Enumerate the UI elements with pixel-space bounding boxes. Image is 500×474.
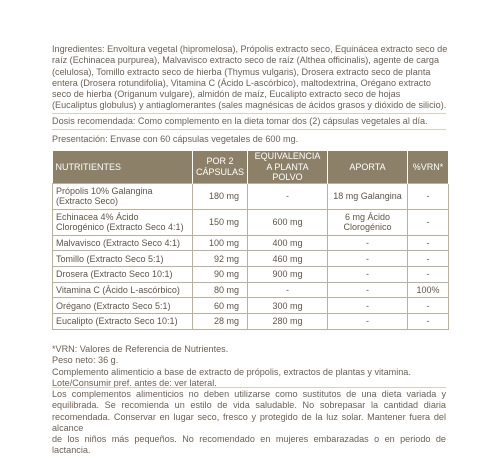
vrn-value: - <box>408 298 449 314</box>
nutrient-name: Drosera (Extracto Seco 10:1) <box>53 266 193 282</box>
warnings-text <box>52 389 446 457</box>
equivalence-value: 400 mg <box>248 235 328 251</box>
warning-line: de los niños más pequeños. No recomendado en mujeres embarazadas o en periodo de lactancia. <box>52 434 446 456</box>
vrn-value: - <box>408 251 449 267</box>
ingredients-line: (celulosa), Tomillo extracto seco de hierba (Thymus vulgaris), Drosera extracto seco de planta <box>52 66 431 77</box>
table-row <box>53 251 449 267</box>
table-row <box>53 266 449 282</box>
nutrition-table <box>52 151 449 330</box>
nutrient-name: Echinacea 4% Ácido Clorogénico (Extracto Seco 4:1) <box>53 209 193 235</box>
dose-value: 150 mg <box>193 209 248 235</box>
table-row <box>53 298 449 314</box>
nutrient-name: Vitamina C (Ácido L-ascórbico) <box>53 282 193 298</box>
dose-value: 92 mg <box>193 251 248 267</box>
equivalence-value: 460 mg <box>248 251 328 267</box>
provides-value: - <box>328 282 408 298</box>
recommended-dose: Dosis recomendada: Como complemento en la dieta tomar dos (2) cápsulas vegetales al día. <box>52 116 428 126</box>
header-vrn: %VRN* <box>408 151 449 183</box>
provides-value: - <box>328 298 408 314</box>
header-plant-equivalence: EQUIVALENCIA A PLANTA POLVO <box>248 151 328 183</box>
presentation: Presentación: Envase con 60 cápsulas vegetales de 600 mg. <box>52 134 299 144</box>
nutrient-name: Própolis 10% Galangina (Extracto Seco) <box>53 183 193 209</box>
dose-value: 60 mg <box>193 298 248 314</box>
header-nutrients: NUTRITIENTES <box>53 151 193 183</box>
vrn-value: - <box>408 266 449 282</box>
equivalence-value: - <box>248 282 328 298</box>
vrn-value: - <box>408 235 449 251</box>
table-row <box>53 235 449 251</box>
equivalence-value: 300 mg <box>248 298 328 314</box>
divider <box>52 113 446 114</box>
ingredients-line: Ingredientes: Envoltura vegetal (hipromelosa), Própolis extracto seco, Equinácea extracto seco de <box>52 44 448 54</box>
dose-value: 100 mg <box>193 235 248 251</box>
vrn-footnote: *VRN: Valores de Referencia de Nutrientes. <box>52 344 229 354</box>
ingredients-line: entera (Drosera rotundifolia), Vitamina C (Ácido L-ascórbico), maltodextrina, Orégano extracto <box>52 77 431 88</box>
nutrient-name: Malvavisco (Extracto Seco 4:1) <box>53 235 193 251</box>
table-header-row <box>53 151 449 183</box>
header-provides: APORTA <box>328 151 408 183</box>
provides-value: 6 mg Ácido Clorogénico <box>328 209 408 235</box>
equivalence-value: 280 mg <box>248 313 328 329</box>
table-row <box>53 183 449 209</box>
provides-value: 18 mg Galangina <box>328 183 408 209</box>
table-row <box>53 209 449 235</box>
footnotes <box>52 344 452 389</box>
provides-value: - <box>328 235 408 251</box>
ingredients-text <box>52 44 452 112</box>
divider <box>52 129 446 130</box>
table-row <box>53 313 449 329</box>
dose-value: 28 mg <box>193 313 248 329</box>
provides-value: - <box>328 313 408 329</box>
ingredients-line: (Eucaliptus globulus) y antiaglomerantes (sales magnésicas de ácidos grasos y dióxido de silicio). <box>52 100 447 111</box>
provides-value: - <box>328 251 408 267</box>
divider <box>52 387 446 388</box>
lot-info: Lote/Consumir pref. antes de: ver lateral. <box>52 377 217 388</box>
vrn-value: - <box>408 209 449 235</box>
dose-value: 80 mg <box>193 282 248 298</box>
equivalence-value: - <box>248 183 328 209</box>
nutrient-name: Orégano (Extracto Seco 5:1) <box>53 298 193 314</box>
complement-description: Complemento alimenticio a base de extracto de própolis, extractos de plantas y vitamina. <box>52 366 411 377</box>
vrn-value: 100% <box>408 282 449 298</box>
dose-value: 180 mg <box>193 183 248 209</box>
table-row <box>53 282 449 298</box>
vrn-value: - <box>408 313 449 329</box>
ingredients-line: raíz (Echinacea purpurea), Malvavisco extracto seco de raíz (Althea officinalis), agente de carga <box>52 55 440 66</box>
header-per-2-capsules: POR 2 CÁPSULAS <box>193 151 248 183</box>
dose-value: 90 mg <box>193 266 248 282</box>
provides-value: - <box>328 266 408 282</box>
warning-line: recomendada. Conservar en lugar seco, fresco y protegido de la luz solar. Mantener fuera del alcance <box>52 411 446 433</box>
warning-line: equilibrada. Se recomienda un estilo de vida saludable. No sobrepasar la cantidad diaria <box>52 400 446 411</box>
equivalence-value: 900 mg <box>248 266 328 282</box>
nutrient-name: Eucalipto (Extracto Seco 10:1) <box>53 313 193 329</box>
nutrient-name: Tomillo (Extracto Seco 5:1) <box>53 251 193 267</box>
net-weight: Peso neto: 36 g. <box>52 355 119 366</box>
ingredients-line: seco de hierba (Origanum vulgare), almidón de maíz, Eucalipto extracto seco de hojas <box>52 89 401 100</box>
warning-line: Los complementos alimenticios no deben utilizarse como sustitutos de una dieta variada y <box>52 389 446 399</box>
vrn-value: - <box>408 183 449 209</box>
equivalence-value: 600 mg <box>248 209 328 235</box>
